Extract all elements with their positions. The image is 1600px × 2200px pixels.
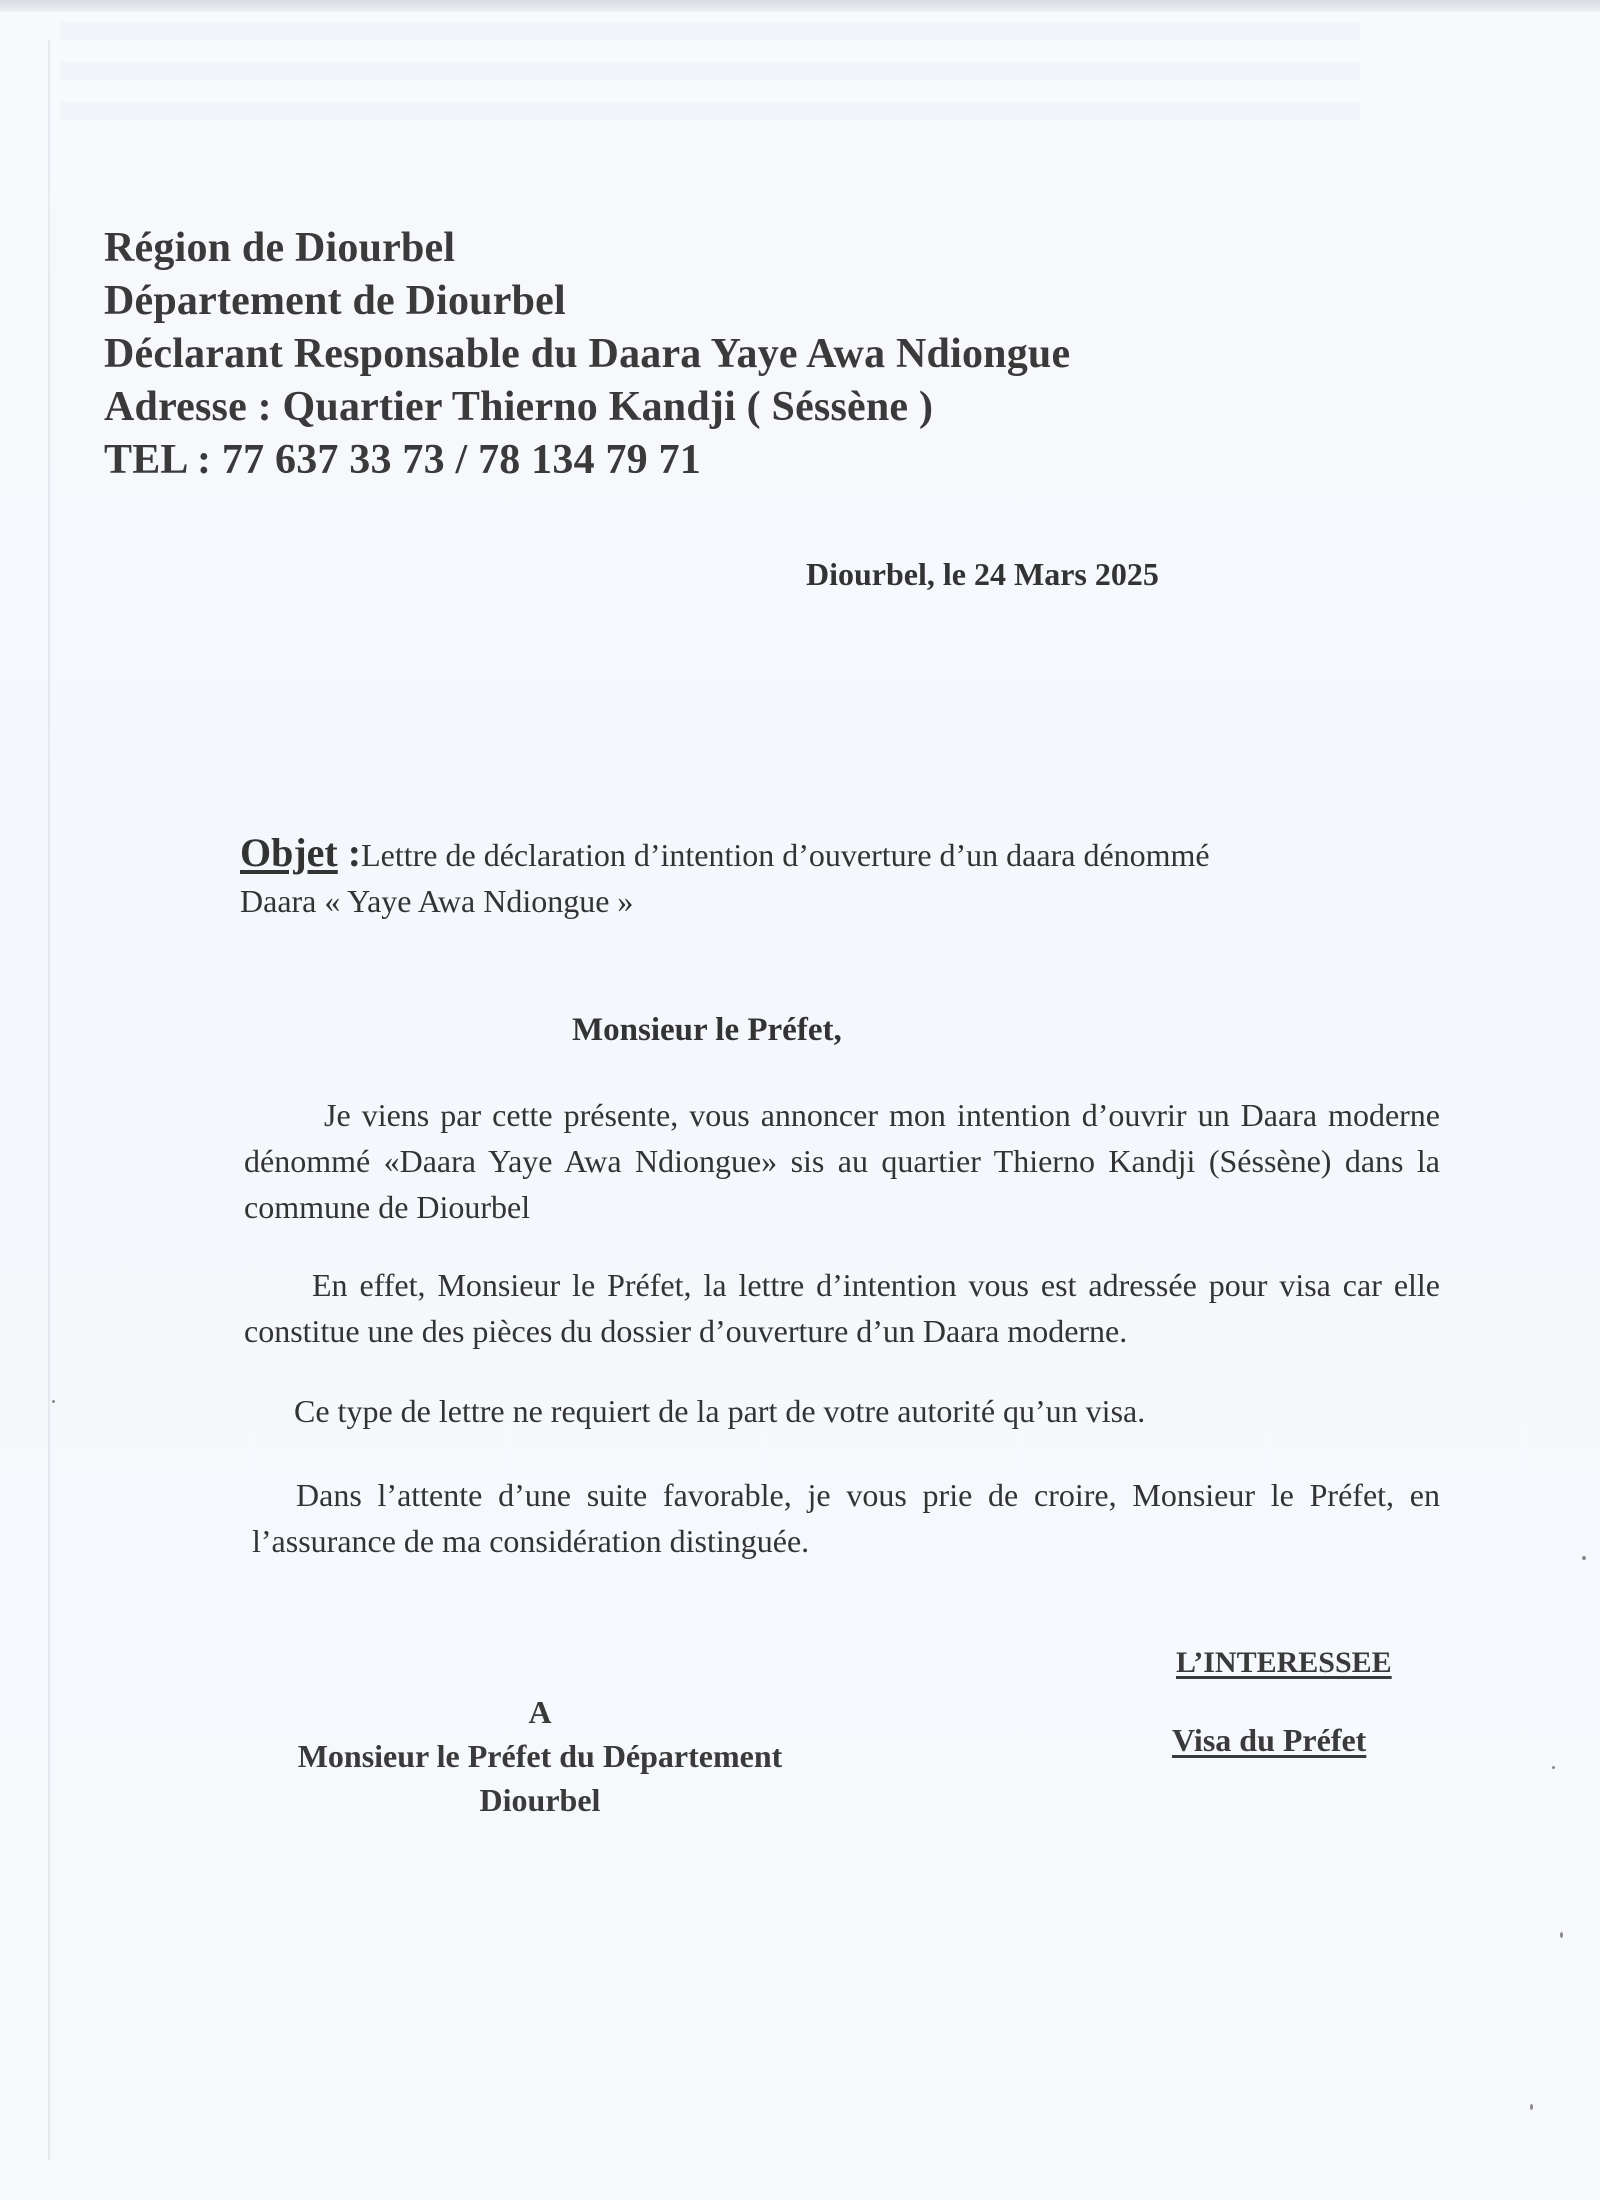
recipient-a: A xyxy=(528,1694,552,1730)
header-department: Département de Diourbel xyxy=(104,278,566,324)
header-region: Région de Diourbel xyxy=(104,225,456,271)
scan-speck xyxy=(1582,1556,1586,1560)
body-paragraph-4: Dans l’attente d’une suite favorable, je vous prie de croire, Monsieur le Préfet, en l’assurance de ma considération distinguée. xyxy=(252,1477,1440,1559)
signature-visa-prefet: Visa du Préfet xyxy=(1172,1722,1367,1758)
salutation: Monsieur le Préfet, xyxy=(572,1012,842,1048)
header-declarant: Déclarant Responsable du Daara Yaye Awa Ndiongue xyxy=(104,331,1071,377)
scan-speck xyxy=(1560,1932,1563,1938)
scan-top-edge xyxy=(0,0,1600,12)
subject-text-line1: Lettre de déclaration d’intention d’ouverture d’un daara dénommé xyxy=(361,837,1210,873)
scan-bleed-through xyxy=(60,22,1360,132)
subject-label: Objet xyxy=(240,830,338,875)
scan-left-edge xyxy=(48,40,51,2160)
recipient-block xyxy=(230,1690,850,1822)
body-paragraph-3: Ce type de lettre ne requiert de la part de votre autorité qu’un visa. xyxy=(294,1393,1146,1429)
letter-header xyxy=(104,222,1070,487)
body-paragraph-1: Je viens par cette présente, vous annoncer mon intention d’ouvrir un Daara moderne dénommé «Daara Yaye Awa Ndiongue» sis au quartier Thierno Kandji (Séssène) dans la commune de Diourbel xyxy=(244,1097,1440,1225)
scan-speck xyxy=(1530,2104,1533,2110)
subject-text-line2: Daara « Yaye Awa Ndiongue » xyxy=(240,883,634,919)
recipient-title: Monsieur le Préfet du Département xyxy=(297,1738,783,1774)
header-address: Adresse : Quartier Thierno Kandji ( Séssène ) xyxy=(104,384,934,430)
signature-interessee: L’INTERESSEE xyxy=(1176,1646,1392,1679)
scan-speck xyxy=(52,1400,55,1403)
subject-separator: : xyxy=(337,830,362,875)
header-phone: TEL : 77 637 33 73 / 78 134 79 71 xyxy=(104,437,701,483)
letter-date: Diourbel, le 24 Mars 2025 xyxy=(806,556,1159,592)
body-paragraph-2: En effet, Monsieur le Préfet, la lettre d’intention vous est adressée pour visa car elle constitue une des pièces du dossier d’ouverture d’un Daara moderne. xyxy=(244,1267,1440,1349)
letter-subject xyxy=(240,830,1420,924)
scan-speck xyxy=(1552,1766,1555,1769)
recipient-city: Diourbel xyxy=(479,1782,601,1818)
